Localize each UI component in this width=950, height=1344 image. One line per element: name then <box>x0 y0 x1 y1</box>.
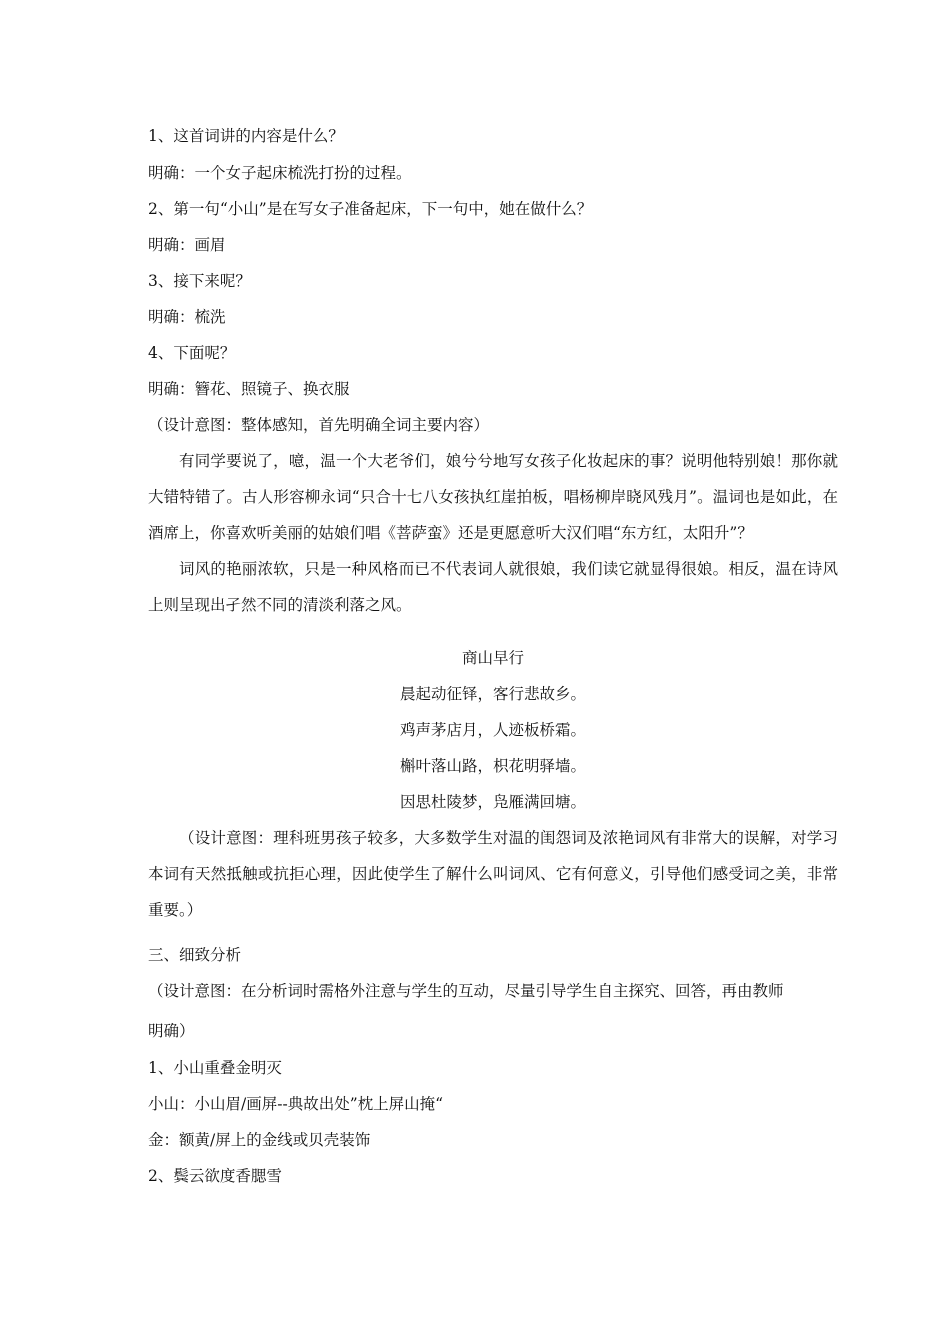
answer-1: 明确：一个女子起床梳洗打扮的过程。 <box>148 164 412 182</box>
answer-2: 明确：画眉 <box>148 236 226 254</box>
section-3-heading: 三、细致分析 <box>148 946 242 964</box>
answer-3: 明确：梳洗 <box>148 308 226 326</box>
analysis-item-2: 2、鬓云欲度香腮雪 <box>148 1167 282 1185</box>
analysis-item-1-note-1: 小山：小山眉/画屏--典故出处”枕上屏山掩“ <box>148 1095 444 1113</box>
poem-line-2: 鸡声茅店月，人迹板桥霜。 <box>399 721 586 739</box>
design-intent-2: （设计意图：理科班男孩子较多，大多数学生对温的闺怨词及浓艳词风有非常大的误解，对学习本词有天然抵触或抗拒心理，因此使学生了解什么叫词风、它有何意义，引导他们感受词之美，非常重要。） <box>148 829 838 919</box>
question-1: 1、这首词讲的内容是什么？ <box>148 127 344 145</box>
design-intent-3-line-1: （设计意图：在分析词时需格外注意与学生的互动，尽量引导学生自主探究、回答，再由教师 <box>148 982 784 1000</box>
paragraph-2: 词风的艳丽浓软，只是一种风格而已不代表词人就很娘，我们读它就显得很娘。相反，温在诗风上则呈现出孑然不同的清淡利落之风。 <box>148 560 838 614</box>
poem-title: 商山早行 <box>461 649 524 667</box>
answer-4: 明确：簪花、照镜子、换衣服 <box>148 380 350 398</box>
paragraph-1: 有同学要说了，噫，温一个大老爷们，娘兮兮地写女孩子化妆起床的事？说明他特别娘！那你就大错特错了。古人形容柳永词“只合十七八女孩执红崖拍板，唱杨柳岸晓风残月”。温词也是如此，在酒席上，你喜欢听美丽的姑娘们唱《菩萨蛮》还是更愿意听大汉们唱“东方红，太阳升”？ <box>148 452 838 542</box>
poem-line-1: 晨起动征铎，客行悲故乡。 <box>399 685 586 703</box>
analysis-item-1: 1、小山重叠金明灭 <box>148 1059 282 1077</box>
question-4: 4、下面呢？ <box>148 344 236 362</box>
question-2: 2、第一句“小山”是在写女子准备起床，下一句中，她在做什么？ <box>148 200 593 218</box>
question-3: 3、接下来呢？ <box>148 272 251 290</box>
analysis-item-1-note-2: 金：额黄/屏上的金线或贝壳装饰 <box>148 1131 371 1149</box>
poem-line-4: 因思杜陵梦，凫雁满回塘。 <box>399 793 586 811</box>
design-intent-3-line-2: 明确） <box>148 1022 195 1040</box>
poem-line-3: 槲叶落山路，枳花明驿墙。 <box>399 757 586 775</box>
design-intent-1: （设计意图：整体感知，首先明确全词主要内容） <box>148 416 490 434</box>
